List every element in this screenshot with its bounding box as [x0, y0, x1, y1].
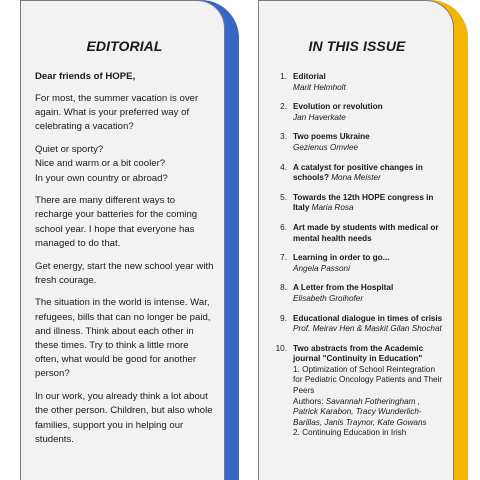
- contents-item[interactable]: [269, 132, 445, 153]
- item-number: 9.: [280, 313, 287, 323]
- contents-item[interactable]: [269, 283, 445, 304]
- contents-item[interactable]: [269, 253, 445, 274]
- item-number: 7.: [280, 253, 287, 263]
- item-author: Elisabeth Groihofer: [293, 293, 364, 303]
- issue-panel: [258, 0, 454, 480]
- contents-item[interactable]: [269, 193, 445, 214]
- item-number: 5.: [280, 192, 287, 202]
- contents-item[interactable]: [269, 223, 445, 244]
- item-number: 2.: [280, 102, 287, 112]
- item-title: A catalyst for positive changes in schools?: [293, 162, 423, 183]
- item-title: A Letter from the Hospital: [293, 283, 394, 293]
- item-number: 1.: [280, 72, 287, 81]
- item-title: Evolution or revolution: [293, 102, 383, 112]
- item-number: 4.: [280, 162, 287, 172]
- issue-title: IN THIS ISSUE: [308, 38, 406, 54]
- editorial-panel: [20, 0, 225, 480]
- editorial-paragraph: There are many different ways to recharge your batteries for the coming school year. I hope that everyone has managed to do that.: [35, 195, 198, 249]
- item-title: Educational dialogue in times of crisis: [293, 313, 443, 323]
- item-title: Learning in order to go...: [293, 253, 390, 263]
- item-author: Marit Helmholt: [293, 82, 346, 92]
- item-author: Gezienus Omvlee: [293, 142, 359, 152]
- item-title: Art made by students with medical or mental health needs: [293, 222, 439, 243]
- item-author: Angela Passoni: [293, 263, 350, 273]
- item-number: 10.: [275, 343, 287, 353]
- item-number: 6.: [280, 222, 287, 232]
- editorial-paragraph: For most, the summer vacation is over again. What is your preferred way of celebrating a vacation?: [35, 93, 199, 133]
- contents-item[interactable]: [269, 163, 445, 184]
- editorial-paragraph: In our work, you already think a lot about the other person. Children, but also whole families, support you in helping our students.: [35, 391, 213, 445]
- item-number: 8.: [280, 283, 287, 293]
- contents-list: [269, 72, 445, 439]
- item-title: Towards the 12th HOPE congress in Italy: [293, 192, 434, 213]
- editorial-title: EDITORIAL: [86, 38, 163, 54]
- item-title: Two poems Ukraine: [293, 132, 370, 142]
- item-author: Mona Meister: [331, 173, 381, 183]
- contents-item[interactable]: [269, 314, 445, 335]
- editorial-paragraph: Quiet or sporty? Nice and warm or a bit cooler? In your own country or abroad?: [35, 144, 168, 184]
- authors-label: Authors:: [293, 396, 326, 406]
- contents-item[interactable]: [269, 72, 445, 93]
- item-title: Two abstracts from the Academic journal "Continuity in Education": [293, 343, 424, 364]
- editorial-paragraph: The situation in the world is intense. War, refugees, bills that can no longer be paid, and illness. Think about each other in these times. Try to think a little more often, what would be good for another person?: [35, 297, 211, 380]
- contents-item[interactable]: [269, 102, 445, 123]
- item-author: Prof. Meirav Hen & Maskit Gilan Shochat: [293, 324, 442, 334]
- item-author: Maria Rosa: [311, 203, 354, 213]
- item-author: Jan Haverkate: [293, 112, 346, 122]
- abstract-title: 2. Continuing Education in Irish: [293, 428, 407, 438]
- editorial-paragraph: Get energy, start the new school year with fresh courage.: [35, 260, 214, 286]
- item-title: Editorial: [293, 72, 326, 81]
- abstract-title: 1. Optimization of School Reintegration for Pediatric Oncology Patients and Their Peers: [293, 364, 443, 396]
- editorial-salutation: Dear friends of HOPE,: [35, 71, 136, 82]
- contents-item[interactable]: [269, 344, 445, 439]
- abstract-authors: Savannah Fotheringham , Patrick Karabon, Tracy Wunderlich-Barillas, Janis Traynor, Kate Gowans: [293, 396, 427, 427]
- item-number: 3.: [280, 132, 287, 142]
